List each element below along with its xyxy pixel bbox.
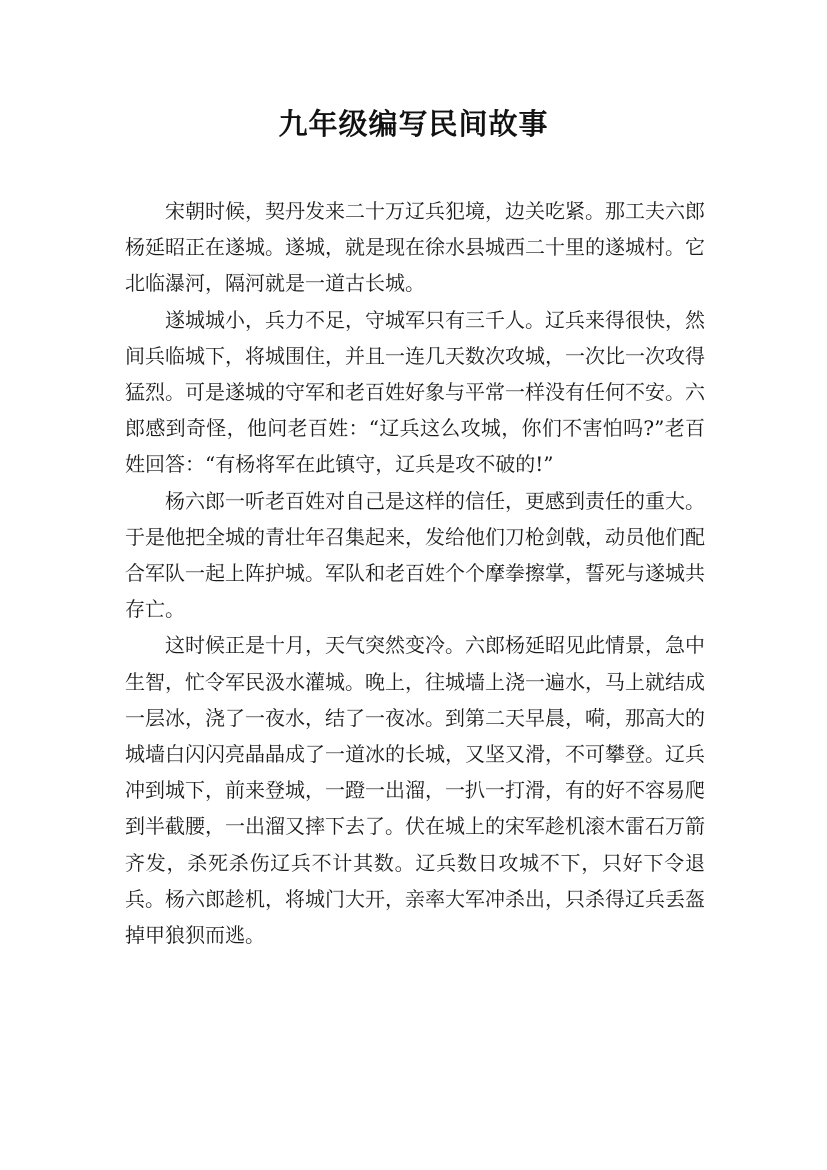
document-body [125, 193, 705, 953]
document-title: 九年级编写民间故事 [278, 107, 549, 141]
paragraph-3: 杨六郎一听老百姓对自己是这样的信任，更感到责任的重大。于是他把全城的青壮年召集起来，发给他们刀枪剑戟，动员他们配合军队一起上阵护城。军队和老百姓个个摩拳擦掌，誓死与遂城共存亡。 [125, 488, 705, 622]
paragraph-4: 这时候正是十月，天气突然变冷。六郎杨延昭见此情景，急中生智，忙令军民汲水灌城。晚上，往城墙上浇一遍水，马上就结成一层冰，浇了一夜水，结了一夜冰。到第二天早晨，嗬，那高大的城墙白闪闪亮晶晶成了一道冰的长城，又坚又滑，不可攀登。辽兵冲到城下，前来登城，一蹬一出溜，一扒一打滑，有的好不容易爬到半截腰，一出溜又摔下去了。伏在城上的宋军趁机滚木雷石万箭齐发，杀死杀伤辽兵不计其数。辽兵数日攻城不下，只好下令退兵。杨六郎趁机，将城门大开，亲率大军冲杀出，只杀得辽兵丢盔掉甲狼狈而逃。 [125, 633, 705, 948]
paragraph-2: 遂城城小，兵力不足，守城军只有三千人。辽兵来得很快，然间兵临城下，将城围住，并且一连几天数次攻城，一次比一次攻得猛烈。可是遂城的守军和老百姓好象与平常一样没有任何不安。六郎感到奇怪，他问老百姓：“辽兵这么攻城，你们不害怕吗?”老百姓回答：“有杨将军在此镇守，辽兵是攻不破的!” [125, 307, 705, 477]
paragraph-1: 宋朝时候，契丹发来二十万辽兵犯境，边关吃紧。那工夫六郎杨延昭正在遂城。遂城，就是现在徐水县城西二十里的遂城村。它北临瀑河，隔河就是一道古长城。 [125, 199, 705, 296]
